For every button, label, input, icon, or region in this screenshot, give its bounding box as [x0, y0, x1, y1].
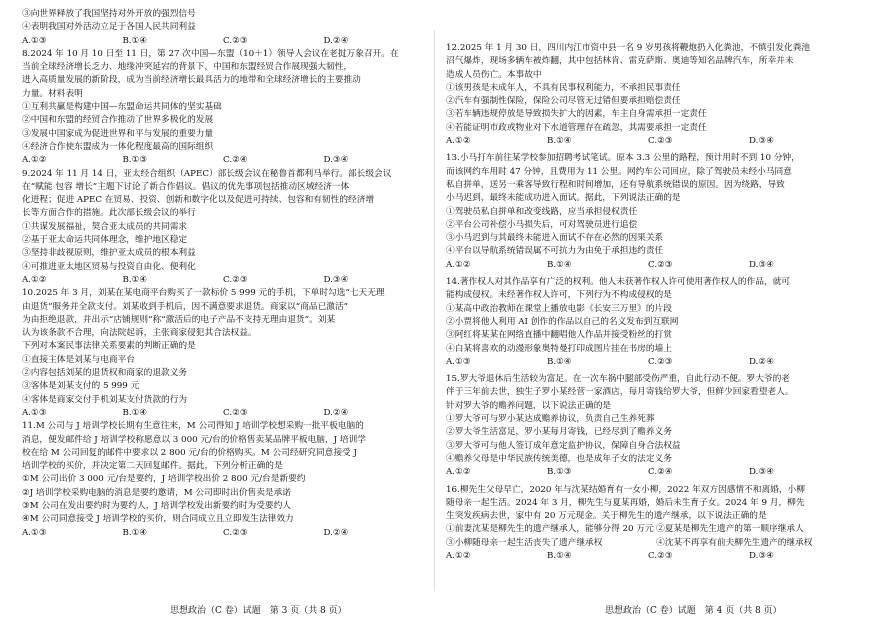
statement: ③小柳随母亲一起生活丧失了遗产继承权 — [446, 537, 603, 548]
question-line: 9.2024 年 11 月 14 日，亚太经合组织（APEC）部长级会议在秘鲁首都利马举行。部长级会议 — [22, 168, 392, 179]
page-footer-left: 思想政治（C 卷）试题 第 3 页（共 8 页） — [170, 606, 347, 616]
statement-line: ③客体是刘某支付的 5 999 元 — [22, 381, 140, 392]
question-line: 15.罗大爷退休后生活较为富足。在一次车祸中腿部受伤严重，自此行动不便。罗大爷的老 — [446, 374, 790, 385]
options-row — [446, 135, 850, 148]
question-10 — [22, 287, 424, 420]
statement-line: ②罗大爷生活富足，罗小某每月寄钱，已经尽到了赡养义务 — [446, 427, 672, 438]
question-line: 生突发疾病去世，家中有 20 万元现金。关于柳先生的遗产继承，以下说法正确的是 — [446, 511, 767, 522]
question-line: 下列对本案民事法律关系要素的判断正确的是 — [22, 341, 196, 352]
option-b: B.①④ — [547, 136, 572, 147]
option-a: A.①③ — [22, 407, 47, 418]
statement-line: ④客体是商家交付手机刘某支付货款的行为 — [22, 394, 188, 405]
question-line: 随母亲一起生活。2024 年 3 月，柳先生与夏某再婚，婚后未生育子女。2024 年 9 月，柳先 — [446, 497, 805, 508]
statement-line: ④可推进亚太地区贸易与投资自由化、便利化 — [22, 261, 196, 272]
option-a: A.①③ — [446, 356, 471, 367]
option-d: D.③④ — [749, 467, 774, 478]
option-c: C.②③ — [223, 274, 248, 285]
option-c: C.②③ — [648, 356, 673, 367]
option-d: D.③④ — [323, 155, 349, 166]
question-14 — [446, 276, 850, 369]
statement-line: ③向世界释放了我国坚持对外开放的强烈信号 — [22, 9, 196, 19]
option-b: B.①④ — [122, 35, 148, 46]
statement-line: ④平台以导航系统错误属不可抗力为由免于承担违约责任 — [446, 246, 664, 257]
statement-pair — [446, 537, 850, 550]
options-row — [446, 550, 850, 563]
option-b: B.①④ — [547, 550, 572, 561]
statement-line: ①直接主体是刘某与电商平台 — [22, 354, 135, 365]
question-line: 8.2024 年 10 月 10 日至 11 日，第 27 次中国—东盟（10＋1）领导人会议在老挝万象召开。在 — [22, 48, 399, 59]
option-a: A.①② — [446, 136, 471, 147]
statement-line: ②小贾将他人利用 AI 创作的作品以自己的名义发布到互联网 — [446, 316, 679, 327]
statement-line: ②汽车有强制性保险，保险公司尽管无过错但要承担赔偿责任 — [446, 96, 681, 107]
question-line: 16.柳先生父母早亡，2020 年与沈某结婚育有一女小柳，2022 年双方因感情不和离婚，小柳 — [446, 484, 805, 495]
statement-line: ④经济合作使东盟成为一体化程度最高的国际组织 — [22, 141, 214, 152]
option-d: D.③④ — [749, 259, 774, 270]
question-line: 10.2025 年 3 月，刘某在某电商平台购买了一款标价 5 999 元的手机，下单时勾选“七天无理 — [22, 288, 385, 299]
statement: ②夏某是柳先生遗产的第一顺序继承人 — [656, 524, 804, 535]
statement-line: ①罗大爷可与罗小某达成赡养协议，负责自己生养死葬 — [446, 414, 655, 425]
option-c: C.②④ — [648, 467, 673, 478]
option-d: D.③④ — [749, 136, 774, 147]
question-line: 14.著作权人对其作品享有广泛的权利。他人未获著作权人许可使用著作权人的作品，就可 — [446, 277, 790, 288]
right-page — [446, 42, 850, 563]
question-line: 13.小马打车前往某学校参加招聘考试笔试。原本 3.3 公里的路程，预计用时不到 10 分钟， — [446, 153, 800, 164]
question-16 — [446, 484, 850, 564]
option-b: B.①④ — [122, 527, 148, 538]
option-d: D.③④ — [749, 550, 774, 561]
options-row — [22, 154, 424, 167]
question-line: 11.M 公司与 J 培训学校长期有生意往来，M 公司得知 J 培训学校想采购一批平板电脑的 — [22, 421, 364, 432]
statement-line: ③发展中国家成为促进世界和平与发展的重要力量 — [22, 128, 214, 139]
option-b: B.①④ — [122, 407, 148, 418]
question-11 — [22, 420, 424, 540]
statement-line: ④白某将喜欢的动漫形象奥特曼打印成图片挂在书房的墙上 — [446, 343, 672, 354]
statement-line: ④M 公司同意接受 J 培训学校的买价，则合同成立且立即发生法律效力 — [22, 514, 294, 525]
option-a: A.①② — [446, 259, 471, 270]
statement-line: ③坚持非歧视原则，维护亚太成员的根本利益 — [22, 248, 196, 259]
options-row — [22, 35, 424, 48]
statement-line: ②J 培训学校采购电脑的消息是要约邀请，M 公司即时出价售卖是承诺 — [22, 487, 291, 498]
statement-line: ①M 公司出价 3 000 元/台是要约，J 培训学校出价 2 800 元/台是新要约 — [22, 474, 306, 485]
question-line: 化进程；促进 APEC 在贸易、投资、创新和数字化以及促进可持续、包容和有韧性的经济增 — [22, 195, 375, 206]
option-c: C.②③ — [648, 259, 673, 270]
option-c: C.②④ — [223, 155, 248, 166]
question-line: 私自拼单，送另一乘客导致行程和时间增加，还有导航系统错误的原因。因为绕路，导致 — [446, 179, 785, 190]
statement-line: ③小马迟到与其最终未能进入面试不存在必然的因果关系 — [446, 233, 664, 244]
question-line: 在“赋能 包容 增长”主题下讨论了新合作倡议。倡议的优先事项包括推动区域经济一体 — [22, 181, 350, 192]
option-a: A.①③ — [22, 35, 47, 46]
question-line: 为由拒绝退款，并出示“店铺规则”称“激活后的电子产品不支持无理由退货”。刘某 — [22, 314, 336, 325]
question-15 — [446, 373, 850, 479]
question-line: 针对罗大爷的赡养问题，以下说法正确的是 — [446, 400, 612, 411]
question-line: 沼气爆炸，现场多辆车被炸翻，其中包括林肯、雷克萨斯、奥迪等知名品牌汽车，所幸并未 — [446, 56, 794, 67]
question-line: 当前全球经济增长乏力、地缘冲突延宕的背景下，中国和东盟经贸合作展现强大韧性， — [22, 62, 353, 73]
statement-line: ④赡养父母是中华民族传统美德，也是成年子女的法定义务 — [446, 453, 672, 464]
statement-line: ③M 公司在发出要约时为要约人，J 培训学校发出新要约时为受要约人 — [22, 500, 291, 511]
statement-line: ③阿红将某某在网络直播中翻唱他人作品并接受粉丝的打赏 — [446, 330, 672, 341]
option-c: C.②③ — [223, 407, 248, 418]
option-b: B.①④ — [547, 356, 572, 367]
option-a: A.①② — [22, 155, 47, 166]
option-a: A.①③ — [22, 527, 47, 538]
statement: ④沈某不再享有前夫柳先生遗产的继承权 — [656, 537, 813, 548]
option-d: D.②④ — [749, 356, 774, 367]
question-line: 小马迟到，最终未能成功进入面试。据此，下列说法正确的是 — [446, 193, 681, 204]
statement-line: ①某高中政治教师在课堂上播放电影《长安三万里》的片段 — [446, 303, 672, 314]
options-row — [22, 407, 424, 420]
option-d: D.②④ — [323, 527, 349, 538]
question-line: 伴于三年前去世，独生子罗小某经营一家酒店，每月寄钱给罗大爷，但鲜少回家看望老人。 — [446, 387, 794, 398]
option-d: D.③④ — [323, 274, 349, 285]
question-line: 消息，便发邮件给 J 培训学校称愿意以 3 000 元/台的价格售卖某品牌平板电脑，J 培训学 — [22, 434, 366, 445]
option-b: B.①④ — [122, 274, 148, 285]
question-line: 力量。材料表明 — [22, 88, 83, 99]
question-line: 培训学校的买价，并决定第二天回复邮件。据此，下列分析正确的是 — [22, 461, 283, 472]
question-line: 由退货”服务并全款支付。刘某收到手机后，因不满意要求退货。商家以“商品已激活” — [22, 301, 349, 312]
statement-line: ④若能证明市政或物业对下水道管理存在疏忽，其需要承担一定责任 — [446, 122, 707, 133]
left-page — [22, 8, 424, 540]
statement-line: ③若车辆违规停放是导致损失扩大的因素，车主自身需承担一定责任 — [446, 109, 707, 120]
options-row — [446, 356, 850, 369]
option-d: D.②④ — [323, 35, 349, 46]
statement-line: ②内容包括刘某的退货权和商家的退款义务 — [22, 368, 188, 379]
question-8 — [22, 48, 424, 168]
page-divider — [434, 30, 435, 590]
options-row — [446, 466, 850, 479]
option-c: C.②③ — [648, 136, 673, 147]
question-13 — [446, 152, 850, 272]
statement-line: ③罗大爷可与他人签订成年意定监护协议，保障自身合法权益 — [446, 440, 681, 451]
question-line: 认为该条款不合理，向法院起诉，主张商家侵犯其合法权益。 — [22, 328, 257, 339]
question-9 — [22, 168, 424, 288]
question-line: 而该网约车用时 47 分钟，且费用为 11 公里。网约车公司回应，除了驾驶员未经小马同意 — [446, 166, 792, 177]
option-b: B.①③ — [547, 467, 572, 478]
option-b: B.①④ — [547, 259, 572, 270]
page-footer-right: 思想政治（C 卷）试题 第 4 页（共 8 页） — [605, 606, 782, 616]
option-a: A.①② — [22, 274, 47, 285]
statement-line: ②基于亚太命运共同体理念，维护地区稳定 — [22, 235, 188, 246]
question-line: 造成人员伤亡。本事故中 — [446, 69, 542, 80]
option-c: C.②③ — [223, 527, 248, 538]
statement-pair — [446, 523, 850, 536]
statement-line: ②平台公司补偿小马损失后，可对驾驶员进行追偿 — [446, 219, 638, 230]
question-line: 能构成侵权。未经著作权人许可，下列行为不构成侵权的是 — [446, 290, 672, 301]
question-12 — [446, 42, 850, 148]
option-c: C.②③ — [223, 35, 248, 46]
statement-line: ④表明我国对外活动立足于各国人民共同利益 — [22, 22, 196, 33]
question-line: 进入高质量发展的新阶段，成为当前经济增长最具活力的地带和全球经济增长的主要推动 — [22, 75, 361, 86]
option-a: A.①② — [446, 550, 471, 561]
options-row — [22, 274, 424, 287]
statement-line: ①共谋发展福祉，契合亚太成员的共同需求 — [22, 221, 188, 232]
option-c: C.②③ — [648, 550, 673, 561]
question-line: 长等方面合作的措施。此次部长级会议的举行 — [22, 208, 196, 219]
option-d: D.②④ — [323, 407, 349, 418]
question-7-tail — [22, 8, 424, 48]
question-line: 12.2025 年 1 月 30 日，四川内江市资中县一名 9 岁男孩将鞭炮扔入化粪池，不慎引发化粪池 — [446, 43, 811, 53]
option-a: A.①② — [446, 467, 471, 478]
statement-line: ①驾驶员私自拼单和改变线路，应当承担侵权责任 — [446, 206, 638, 217]
options-row — [22, 527, 424, 540]
question-line: 校在给 M 公司回复的邮件中要求以 2 800 元/台的价格购买。M 公司经研究同意接受 J — [22, 447, 357, 458]
option-b: B.①③ — [122, 155, 148, 166]
statement-line: ①该男孩是未成年人，不具有民事权利能力，不承担民事责任 — [446, 82, 681, 93]
options-row — [446, 259, 850, 272]
statement-line: ②中国和东盟的经贸合作推动了世界多极化的发展 — [22, 115, 214, 126]
statement: ①前妻沈某是柳先生的遗产继承人，能够分得 20 万元 — [446, 524, 654, 535]
statement-line: ①互利共赢是构建中国—东盟命运共同体的坚实基础 — [22, 102, 222, 113]
